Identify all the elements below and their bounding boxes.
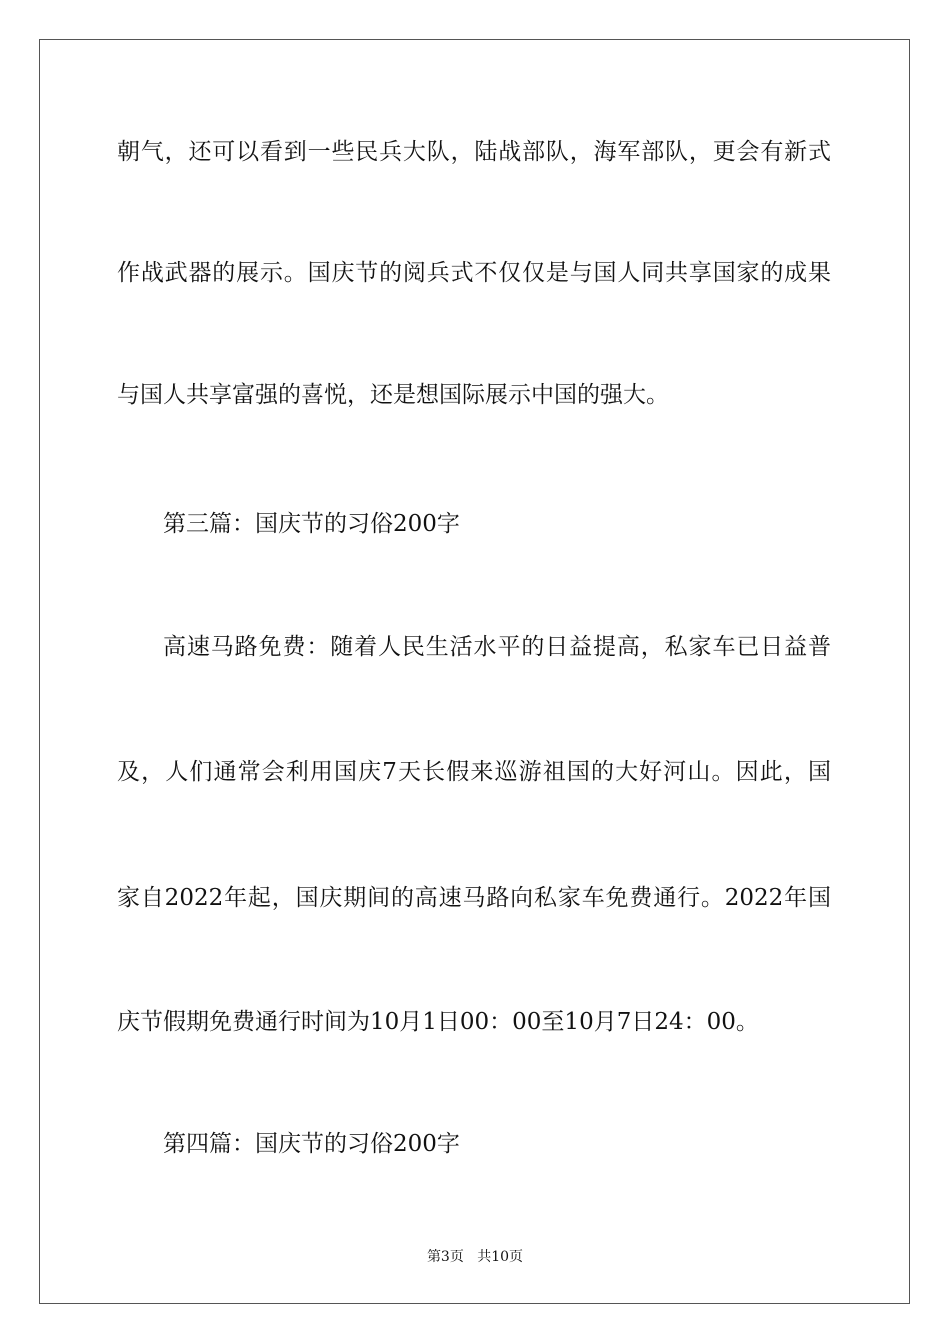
page-total: 共10页 <box>477 1249 524 1265</box>
section-heading: 第三篇：国庆节的习俗200字 <box>163 511 460 537</box>
paragraph-line: 与国人共享富强的喜悦，还是想国际展示中国的强大。 <box>117 382 669 408</box>
paragraph-line: 朝气，还可以看到一些民兵大队，陆战部队，海军部队，更会有新式 <box>117 139 831 165</box>
page-number: 第3页 <box>426 1249 464 1265</box>
section-heading: 第四篇：国庆节的习俗200字 <box>163 1131 460 1157</box>
paragraph-line: 高速马路免费：随着人民生活水平的日益提高，私家车已日益普 <box>163 634 831 660</box>
page-border <box>39 39 910 1304</box>
page-footer <box>0 1246 950 1266</box>
paragraph-line: 家自2022年起，国庆期间的高速马路向私家车免费通行。2022年国 <box>117 885 831 911</box>
paragraph-line: 及，人们通常会利用国庆7天长假来巡游祖国的大好河山。因此，国 <box>117 759 831 785</box>
paragraph-line: 作战武器的展示。国庆节的阅兵式不仅仅是与国人同共享国家的成果 <box>117 260 831 286</box>
paragraph-line: 庆节假期免费通行时间为10月1日00：00至10月7日24：00。 <box>117 1009 759 1035</box>
